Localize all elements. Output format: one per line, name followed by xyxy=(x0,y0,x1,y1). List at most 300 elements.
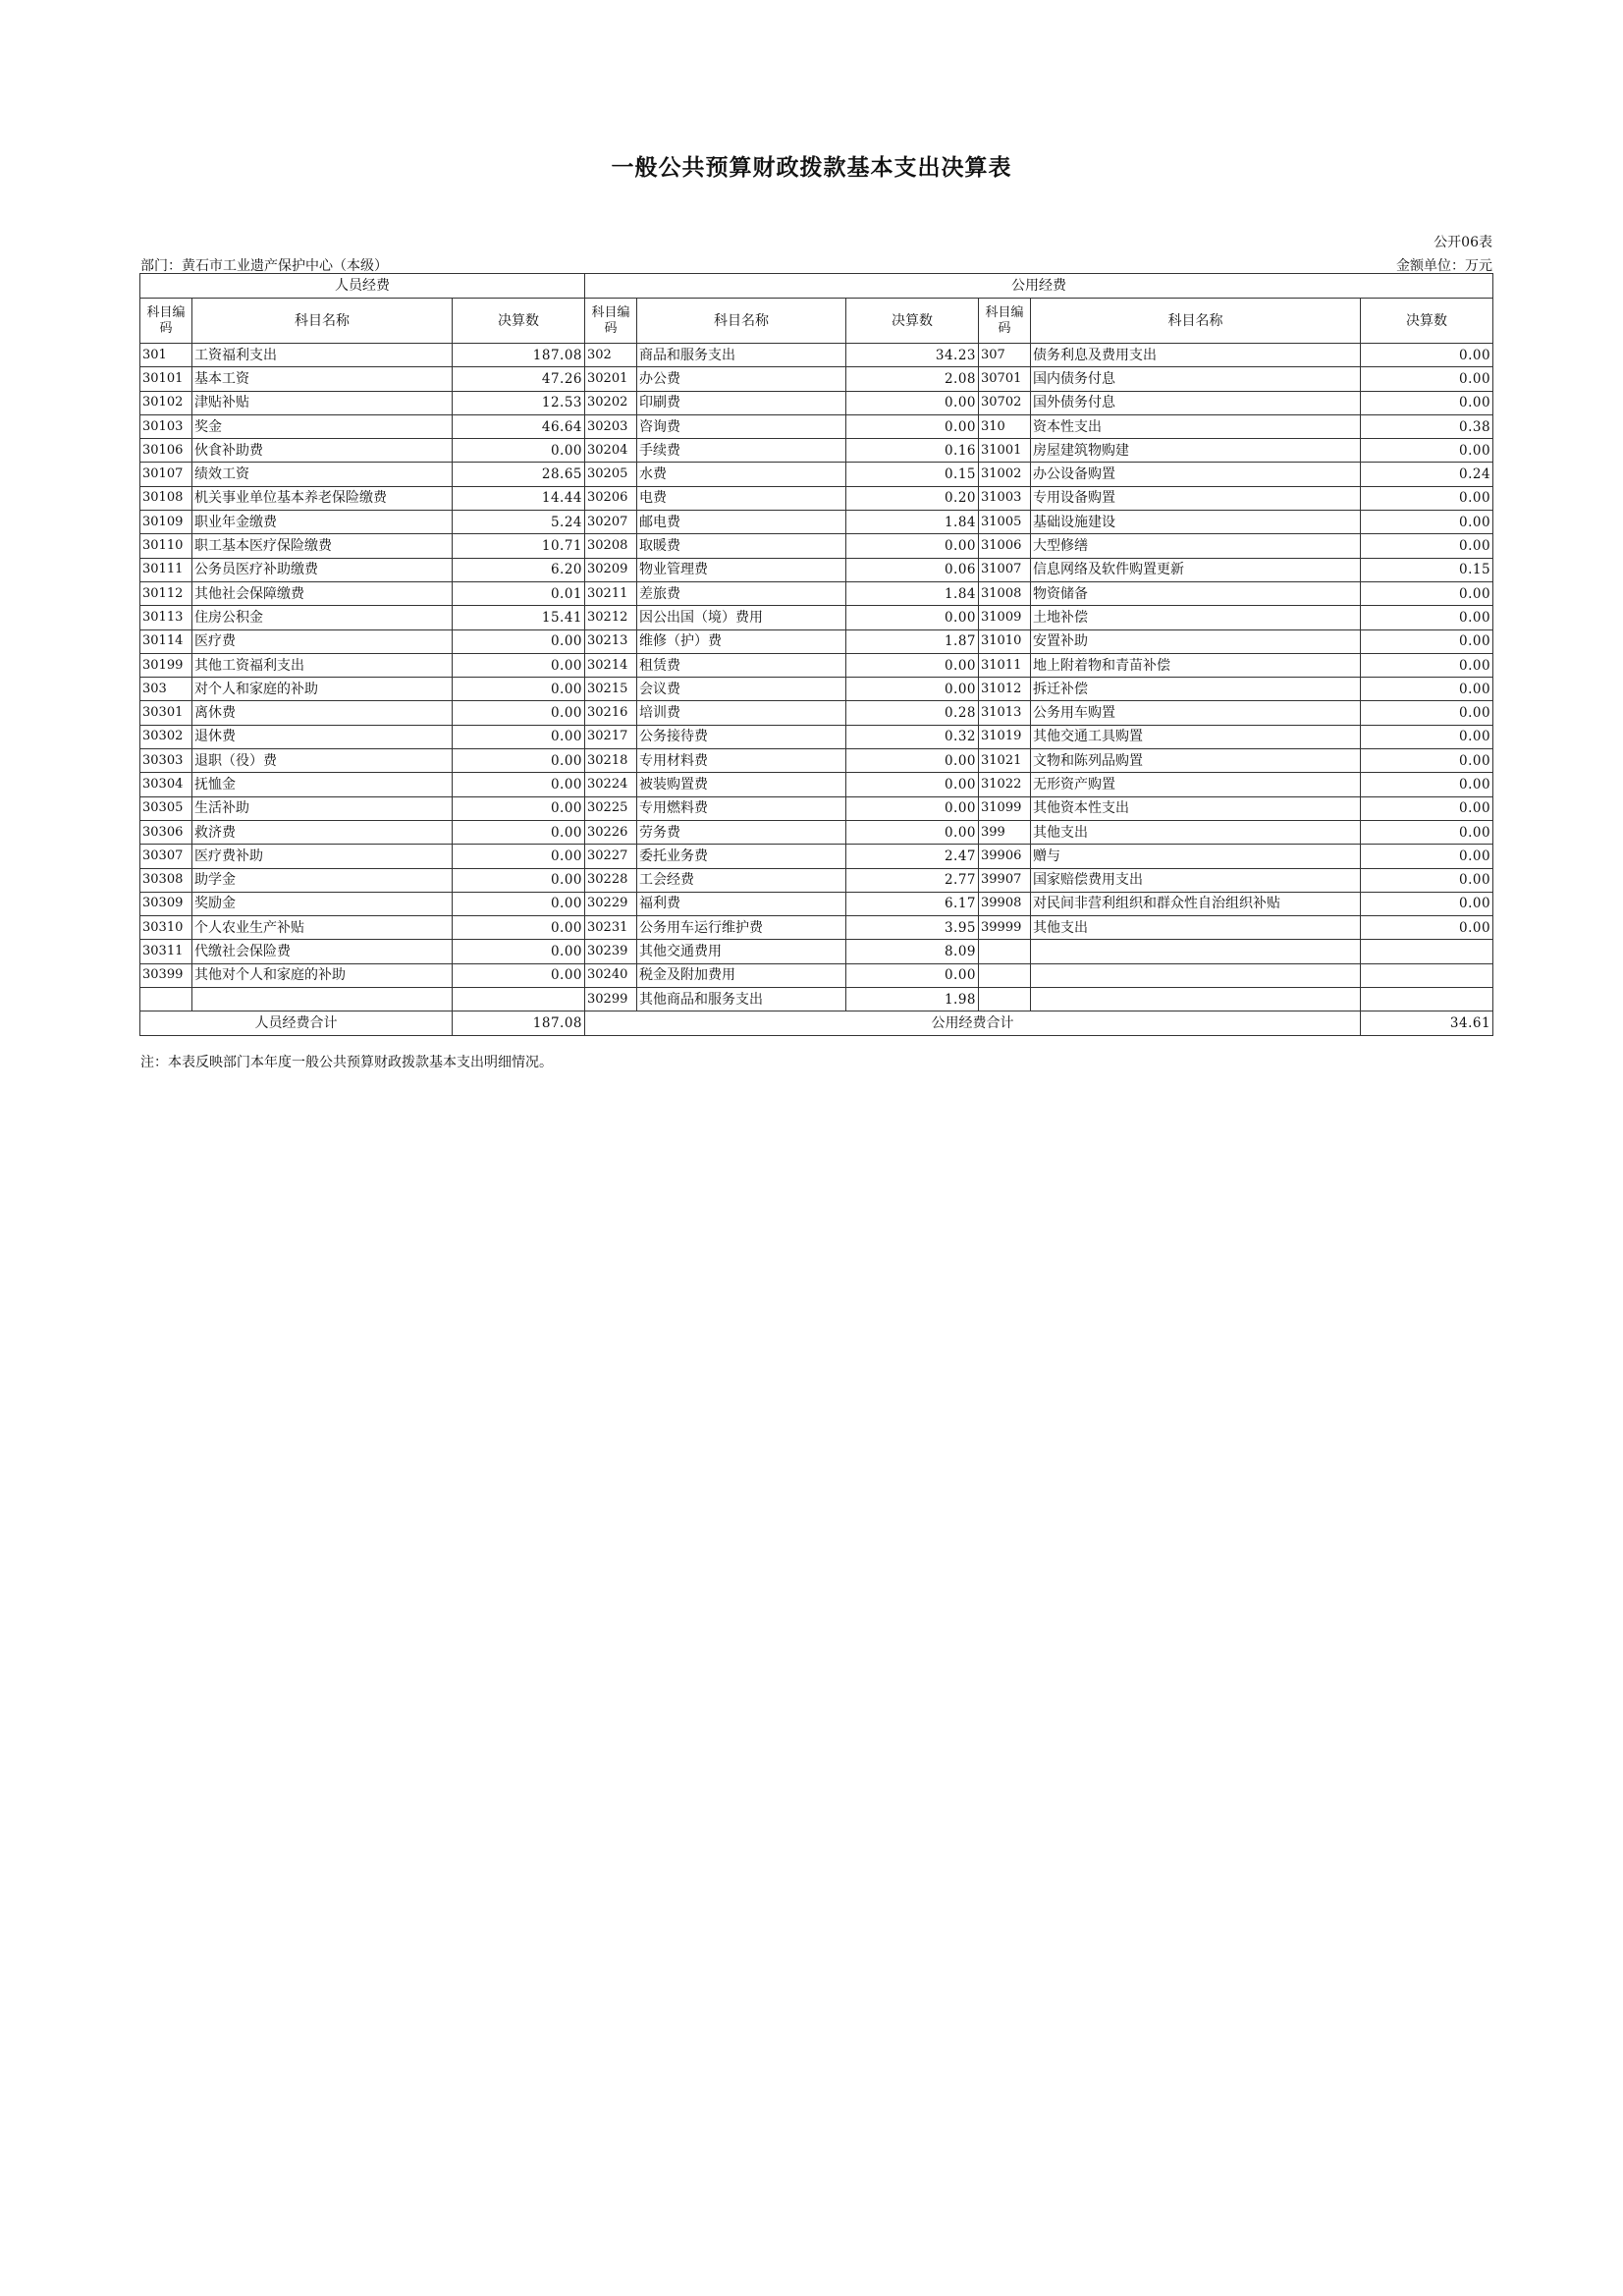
item-code: 30228 xyxy=(585,868,637,892)
item-amount: 0.28 xyxy=(846,701,979,725)
item-code xyxy=(140,988,192,1011)
group-public: 公用经费 xyxy=(585,274,1493,299)
item-code: 31012 xyxy=(979,678,1031,701)
item-code: 39908 xyxy=(979,892,1031,915)
item-code: 30216 xyxy=(585,701,637,725)
item-code: 30209 xyxy=(585,558,637,581)
item-name: 无形资产购置 xyxy=(1031,773,1361,796)
item-code: 30211 xyxy=(585,581,637,605)
item-code: 30208 xyxy=(585,534,637,558)
item-name: 被装购置费 xyxy=(637,773,846,796)
item-name: 咨询费 xyxy=(637,414,846,438)
item-code: 30701 xyxy=(979,367,1031,391)
item-code: 30202 xyxy=(585,391,637,414)
item-code: 31022 xyxy=(979,773,1031,796)
item-name: 文物和陈列品购置 xyxy=(1031,749,1361,773)
item-code: 30106 xyxy=(140,439,192,463)
item-amount: 2.77 xyxy=(846,868,979,892)
item-code: 30207 xyxy=(585,511,637,534)
item-code xyxy=(979,963,1031,987)
table-row xyxy=(140,988,1493,1011)
header-name: 科目名称 xyxy=(192,299,453,344)
item-code: 30311 xyxy=(140,940,192,963)
item-code xyxy=(979,988,1031,1011)
item-code: 310 xyxy=(979,414,1031,438)
item-code: 30310 xyxy=(140,916,192,940)
department-label: 部门：黄石市工业遗产保护中心（本级） xyxy=(140,258,388,274)
item-code: 39906 xyxy=(979,845,1031,868)
item-amount: 6.17 xyxy=(846,892,979,915)
item-amount xyxy=(1361,940,1493,963)
item-name: 国外债务付息 xyxy=(1031,391,1361,414)
table-row xyxy=(140,701,1493,725)
item-name: 拆迁补偿 xyxy=(1031,678,1361,701)
item-amount: 0.00 xyxy=(846,963,979,987)
item-amount: 0.00 xyxy=(453,773,585,796)
table-row xyxy=(140,534,1493,558)
item-code: 30199 xyxy=(140,653,192,677)
item-name: 手续费 xyxy=(637,439,846,463)
item-amount: 0.00 xyxy=(1361,439,1493,463)
item-name: 退休费 xyxy=(192,725,453,748)
item-name: 助学金 xyxy=(192,868,453,892)
item-amount: 12.53 xyxy=(453,391,585,414)
item-name: 绩效工资 xyxy=(192,463,453,486)
header-code: 科目编码 xyxy=(585,299,637,344)
table-row xyxy=(140,629,1493,653)
item-amount: 10.71 xyxy=(453,534,585,558)
item-name: 物资储备 xyxy=(1031,581,1361,605)
item-name: 福利费 xyxy=(637,892,846,915)
item-amount: 0.15 xyxy=(846,463,979,486)
item-code: 30240 xyxy=(585,963,637,987)
item-name: 公务用车运行维护费 xyxy=(637,916,846,940)
item-code: 30309 xyxy=(140,892,192,915)
item-name: 对民间非营利组织和群众性自治组织补贴 xyxy=(1031,892,1361,915)
item-name: 房屋建筑物购建 xyxy=(1031,439,1361,463)
page-title: 一般公共预算财政拨款基本支出决算表 xyxy=(611,154,1012,181)
item-name: 职工基本医疗保险缴费 xyxy=(192,534,453,558)
item-name: 委托业务费 xyxy=(637,845,846,868)
item-amount: 0.15 xyxy=(1361,558,1493,581)
item-name: 职业年金缴费 xyxy=(192,511,453,534)
column-header-row xyxy=(140,299,1493,344)
item-code: 31001 xyxy=(979,439,1031,463)
table-row xyxy=(140,773,1493,796)
item-amount: 28.65 xyxy=(453,463,585,486)
item-amount: 0.00 xyxy=(1361,653,1493,677)
table-row xyxy=(140,344,1493,367)
item-amount: 0.00 xyxy=(846,678,979,701)
item-name xyxy=(1031,940,1361,963)
item-amount: 0.00 xyxy=(1361,773,1493,796)
item-name: 基础设施建设 xyxy=(1031,511,1361,534)
item-name: 其他资本性支出 xyxy=(1031,796,1361,820)
item-amount: 14.44 xyxy=(453,486,585,510)
item-name: 离休费 xyxy=(192,701,453,725)
item-name: 其他工资福利支出 xyxy=(192,653,453,677)
item-name: 抚恤金 xyxy=(192,773,453,796)
item-code: 30206 xyxy=(585,486,637,510)
item-code: 30306 xyxy=(140,820,192,844)
group-header-row xyxy=(140,274,1493,299)
item-name: 赠与 xyxy=(1031,845,1361,868)
item-code: 31019 xyxy=(979,725,1031,748)
item-amount: 0.00 xyxy=(1361,344,1493,367)
table-row xyxy=(140,820,1493,844)
item-amount: 0.00 xyxy=(453,940,585,963)
item-amount: 0.24 xyxy=(1361,463,1493,486)
item-name: 公务接待费 xyxy=(637,725,846,748)
item-name: 印刷费 xyxy=(637,391,846,414)
item-code: 31009 xyxy=(979,606,1031,629)
table-row xyxy=(140,916,1493,940)
item-code: 30218 xyxy=(585,749,637,773)
item-amount: 1.87 xyxy=(846,629,979,653)
item-name: 办公设备购置 xyxy=(1031,463,1361,486)
item-code: 30307 xyxy=(140,845,192,868)
item-amount: 0.00 xyxy=(1361,845,1493,868)
group-personnel: 人员经费 xyxy=(140,274,585,299)
item-amount: 0.00 xyxy=(1361,367,1493,391)
item-amount: 187.08 xyxy=(453,344,585,367)
item-code: 30205 xyxy=(585,463,637,486)
table-row xyxy=(140,606,1493,629)
item-name: 住房公积金 xyxy=(192,606,453,629)
item-amount: 0.00 xyxy=(453,868,585,892)
item-code: 30299 xyxy=(585,988,637,1011)
item-name: 其他交通费用 xyxy=(637,940,846,963)
item-amount: 0.00 xyxy=(846,534,979,558)
item-code: 31006 xyxy=(979,534,1031,558)
item-name: 个人农业生产补贴 xyxy=(192,916,453,940)
table-row xyxy=(140,439,1493,463)
item-code: 30112 xyxy=(140,581,192,605)
item-amount: 0.00 xyxy=(453,629,585,653)
item-code: 399 xyxy=(979,820,1031,844)
item-code: 301 xyxy=(140,344,192,367)
item-code: 30305 xyxy=(140,796,192,820)
item-amount: 46.64 xyxy=(453,414,585,438)
item-name: 其他对个人和家庭的补助 xyxy=(192,963,453,987)
item-amount: 0.01 xyxy=(453,581,585,605)
personnel-total-amount: 187.08 xyxy=(453,1011,585,1035)
item-code: 30303 xyxy=(140,749,192,773)
item-amount: 0.00 xyxy=(1361,391,1493,414)
item-name: 其他支出 xyxy=(1031,820,1361,844)
item-amount: 0.00 xyxy=(453,439,585,463)
item-name: 救济费 xyxy=(192,820,453,844)
item-code: 30308 xyxy=(140,868,192,892)
item-code: 31003 xyxy=(979,486,1031,510)
item-name: 医疗费补助 xyxy=(192,845,453,868)
table-row xyxy=(140,414,1493,438)
header-amount: 决算数 xyxy=(846,299,979,344)
item-amount: 0.00 xyxy=(1361,511,1493,534)
item-code: 39907 xyxy=(979,868,1031,892)
item-amount: 1.84 xyxy=(846,511,979,534)
table-row xyxy=(140,940,1493,963)
table-row xyxy=(140,963,1493,987)
item-amount: 0.00 xyxy=(1361,581,1493,605)
item-code: 30239 xyxy=(585,940,637,963)
item-code: 30101 xyxy=(140,367,192,391)
item-code: 30227 xyxy=(585,845,637,868)
item-name: 大型修缮 xyxy=(1031,534,1361,558)
item-code: 30102 xyxy=(140,391,192,414)
table-row xyxy=(140,725,1493,748)
item-name xyxy=(1031,963,1361,987)
expenditure-table xyxy=(139,273,1493,1036)
table-row xyxy=(140,558,1493,581)
item-name: 会议费 xyxy=(637,678,846,701)
item-amount: 0.00 xyxy=(846,773,979,796)
item-code: 30213 xyxy=(585,629,637,653)
table-row xyxy=(140,653,1493,677)
item-amount: 0.00 xyxy=(846,653,979,677)
item-name: 水费 xyxy=(637,463,846,486)
item-amount: 0.00 xyxy=(453,701,585,725)
item-name: 办公费 xyxy=(637,367,846,391)
item-amount: 0.32 xyxy=(846,725,979,748)
item-name: 基本工资 xyxy=(192,367,453,391)
table-row xyxy=(140,391,1493,414)
item-name: 国家赔偿费用支出 xyxy=(1031,868,1361,892)
item-name: 邮电费 xyxy=(637,511,846,534)
table-row xyxy=(140,581,1493,605)
item-name: 公务用车购置 xyxy=(1031,701,1361,725)
item-amount: 0.00 xyxy=(1361,892,1493,915)
item-amount: 0.00 xyxy=(453,725,585,748)
item-code: 303 xyxy=(140,678,192,701)
item-amount: 47.26 xyxy=(453,367,585,391)
table-row xyxy=(140,892,1493,915)
item-code: 31007 xyxy=(979,558,1031,581)
item-amount: 0.00 xyxy=(846,391,979,414)
totals-row xyxy=(140,1011,1493,1035)
item-code: 31005 xyxy=(979,511,1031,534)
item-amount: 0.00 xyxy=(453,963,585,987)
item-code: 30217 xyxy=(585,725,637,748)
item-name: 税金及附加费用 xyxy=(637,963,846,987)
item-amount: 0.00 xyxy=(846,749,979,773)
item-name: 机关事业单位基本养老保险缴费 xyxy=(192,486,453,510)
item-code: 30226 xyxy=(585,820,637,844)
item-code: 30204 xyxy=(585,439,637,463)
item-amount: 0.00 xyxy=(1361,916,1493,940)
item-amount: 0.00 xyxy=(453,653,585,677)
unit-label: 金额单位：万元 xyxy=(1396,258,1492,274)
item-code: 31002 xyxy=(979,463,1031,486)
item-name: 其他商品和服务支出 xyxy=(637,988,846,1011)
item-name: 土地补偿 xyxy=(1031,606,1361,629)
item-code: 30103 xyxy=(140,414,192,438)
item-name: 生活补助 xyxy=(192,796,453,820)
item-name: 其他社会保障缴费 xyxy=(192,581,453,605)
item-amount: 0.00 xyxy=(1361,486,1493,510)
item-code: 302 xyxy=(585,344,637,367)
item-amount: 0.20 xyxy=(846,486,979,510)
header-code: 科目编码 xyxy=(140,299,192,344)
item-name: 债务利息及费用支出 xyxy=(1031,344,1361,367)
public-total-amount: 34.61 xyxy=(1361,1011,1493,1035)
item-code: 31099 xyxy=(979,796,1031,820)
item-name: 租赁费 xyxy=(637,653,846,677)
item-code xyxy=(979,940,1031,963)
item-code: 30304 xyxy=(140,773,192,796)
item-amount: 0.38 xyxy=(1361,414,1493,438)
item-code: 30302 xyxy=(140,725,192,748)
item-amount: 0.00 xyxy=(1361,796,1493,820)
item-name: 专用燃料费 xyxy=(637,796,846,820)
item-name: 物业管理费 xyxy=(637,558,846,581)
item-amount: 0.00 xyxy=(1361,701,1493,725)
item-amount: 0.00 xyxy=(1361,606,1493,629)
item-code: 30110 xyxy=(140,534,192,558)
item-name: 奖励金 xyxy=(192,892,453,915)
item-name: 对个人和家庭的补助 xyxy=(192,678,453,701)
item-amount: 0.00 xyxy=(1361,629,1493,653)
item-name xyxy=(192,988,453,1011)
item-amount: 2.47 xyxy=(846,845,979,868)
item-amount: 0.00 xyxy=(1361,749,1493,773)
item-name: 医疗费 xyxy=(192,629,453,653)
item-amount: 0.00 xyxy=(453,916,585,940)
table-row xyxy=(140,845,1493,868)
item-code: 31021 xyxy=(979,749,1031,773)
item-name: 公务员医疗补助缴费 xyxy=(192,558,453,581)
item-code: 31011 xyxy=(979,653,1031,677)
item-amount: 3.95 xyxy=(846,916,979,940)
item-amount: 15.41 xyxy=(453,606,585,629)
item-amount: 0.16 xyxy=(846,439,979,463)
item-code: 30229 xyxy=(585,892,637,915)
item-name: 代缴社会保险费 xyxy=(192,940,453,963)
item-amount: 8.09 xyxy=(846,940,979,963)
public-total-label: 公用经费合计 xyxy=(585,1011,1361,1035)
item-name: 劳务费 xyxy=(637,820,846,844)
item-amount: 0.00 xyxy=(846,820,979,844)
item-code: 39999 xyxy=(979,916,1031,940)
item-code: 31010 xyxy=(979,629,1031,653)
item-amount: 0.00 xyxy=(1361,678,1493,701)
item-code: 30108 xyxy=(140,486,192,510)
item-name: 其他支出 xyxy=(1031,916,1361,940)
item-code: 30301 xyxy=(140,701,192,725)
item-amount: 0.00 xyxy=(1361,725,1493,748)
item-name: 信息网络及软件购置更新 xyxy=(1031,558,1361,581)
item-amount: 0.00 xyxy=(846,414,979,438)
item-amount: 0.00 xyxy=(1361,868,1493,892)
item-name: 资本性支出 xyxy=(1031,414,1361,438)
item-code: 30224 xyxy=(585,773,637,796)
table-row xyxy=(140,749,1493,773)
item-name: 安置补助 xyxy=(1031,629,1361,653)
header-amount: 决算数 xyxy=(1361,299,1493,344)
item-amount: 5.24 xyxy=(453,511,585,534)
personnel-total-label: 人员经费合计 xyxy=(140,1011,453,1035)
form-number: 公开06表 xyxy=(1434,235,1492,250)
table-row xyxy=(140,796,1493,820)
item-amount: 0.00 xyxy=(453,845,585,868)
item-amount xyxy=(1361,963,1493,987)
item-name: 国内债务付息 xyxy=(1031,367,1361,391)
item-amount: 1.84 xyxy=(846,581,979,605)
item-code: 307 xyxy=(979,344,1031,367)
item-name: 取暖费 xyxy=(637,534,846,558)
item-code: 30113 xyxy=(140,606,192,629)
item-name: 工会经费 xyxy=(637,868,846,892)
table-row xyxy=(140,511,1493,534)
item-amount: 0.06 xyxy=(846,558,979,581)
item-code: 30109 xyxy=(140,511,192,534)
header-name: 科目名称 xyxy=(637,299,846,344)
item-name: 其他交通工具购置 xyxy=(1031,725,1361,748)
item-code: 31013 xyxy=(979,701,1031,725)
table-row xyxy=(140,486,1493,510)
table-row xyxy=(140,678,1493,701)
item-amount: 2.08 xyxy=(846,367,979,391)
item-amount: 0.00 xyxy=(846,606,979,629)
item-amount: 6.20 xyxy=(453,558,585,581)
item-code: 30111 xyxy=(140,558,192,581)
item-amount: 0.00 xyxy=(453,796,585,820)
footnote: 注：本表反映部门本年度一般公共预算财政拨款基本支出明细情况。 xyxy=(140,1055,553,1070)
item-amount: 0.00 xyxy=(453,678,585,701)
item-amount: 0.00 xyxy=(1361,534,1493,558)
item-amount xyxy=(453,988,585,1011)
item-name: 津贴补贴 xyxy=(192,391,453,414)
item-name: 电费 xyxy=(637,486,846,510)
item-name: 奖金 xyxy=(192,414,453,438)
item-name: 专用设备购置 xyxy=(1031,486,1361,510)
item-name: 培训费 xyxy=(637,701,846,725)
header-code: 科目编码 xyxy=(979,299,1031,344)
item-amount: 0.00 xyxy=(453,749,585,773)
table-row xyxy=(140,367,1493,391)
item-amount: 0.00 xyxy=(1361,820,1493,844)
item-amount xyxy=(1361,988,1493,1011)
item-name: 差旅费 xyxy=(637,581,846,605)
item-code: 30201 xyxy=(585,367,637,391)
item-code: 30215 xyxy=(585,678,637,701)
item-name: 伙食补助费 xyxy=(192,439,453,463)
item-code: 30231 xyxy=(585,916,637,940)
item-code: 30399 xyxy=(140,963,192,987)
item-code: 30225 xyxy=(585,796,637,820)
item-name: 因公出国（境）费用 xyxy=(637,606,846,629)
item-code: 30114 xyxy=(140,629,192,653)
item-name: 退职（役）费 xyxy=(192,749,453,773)
item-name xyxy=(1031,988,1361,1011)
item-amount: 34.23 xyxy=(846,344,979,367)
item-name: 工资福利支出 xyxy=(192,344,453,367)
item-amount: 1.98 xyxy=(846,988,979,1011)
item-code: 30212 xyxy=(585,606,637,629)
table-row xyxy=(140,868,1493,892)
header-name: 科目名称 xyxy=(1031,299,1361,344)
item-name: 地上附着物和青苗补偿 xyxy=(1031,653,1361,677)
table-row xyxy=(140,463,1493,486)
item-amount: 0.00 xyxy=(453,820,585,844)
item-amount: 0.00 xyxy=(846,796,979,820)
item-code: 30107 xyxy=(140,463,192,486)
item-code: 30702 xyxy=(979,391,1031,414)
item-name: 维修（护）费 xyxy=(637,629,846,653)
item-name: 商品和服务支出 xyxy=(637,344,846,367)
header-amount: 决算数 xyxy=(453,299,585,344)
item-code: 31008 xyxy=(979,581,1031,605)
